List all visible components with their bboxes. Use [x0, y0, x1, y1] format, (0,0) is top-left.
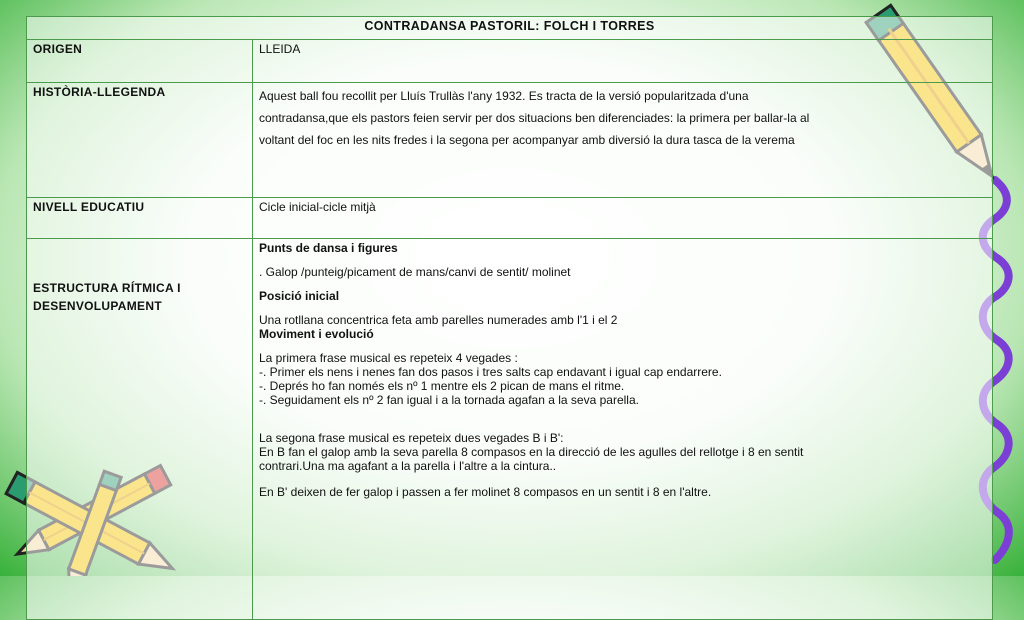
figures-text: . Galop /punteig/picament de mans/canvi de sentit/ molinet [259, 265, 571, 279]
section-heading: Posició inicial [259, 289, 340, 303]
estructura-label [27, 239, 253, 620]
frase2-line: En B fan el galop amb la seva parella 8 compasos en la direcció de les agulles del rellotge i 8 en sentit [259, 445, 804, 459]
nivell-value: Cicle inicial-cicle mitjà [253, 198, 993, 239]
final-text: En B' deixen de fer galop i passen a fer molinet 8 compasos en un sentit i 8 en l'altre. [259, 485, 712, 499]
table-row [27, 198, 993, 239]
document-title: CONTRADANSA PASTORIL: FOLCH I TORRES [27, 17, 993, 40]
estructura-label-line: ESTRUCTURA RÍTMICA I [33, 281, 181, 295]
table-row [27, 40, 993, 83]
frase2-intro: La segona frase musical es repeteix dues vegades B i B': [259, 431, 564, 445]
table-row [27, 239, 993, 620]
dance-info-table [26, 16, 993, 620]
frase2-line: contrari.Una ma agafant a la parella i l'altre a la cintura.. [259, 459, 557, 473]
section-heading: Punts de dansa i figures [259, 241, 398, 255]
historia-line: voltant del foc en les nits fredes i la segona per acompanyar amb diversió la dura tasca de la verema [259, 133, 795, 147]
estructura-value [253, 239, 993, 620]
section-heading: Moviment i evolució [259, 327, 374, 341]
list-item: -. Primer els nens i nenes fan dos pasos i tres salts cap endavant i igual cap endarrere. [259, 365, 722, 379]
historia-line: contradansa,que els pastors feien servir per dos situacions ben diferenciades: la primera per ballar-la al [259, 111, 810, 125]
list-item: -. Deprés ho fan només els nº 1 mentre els 2 pican de mans el ritme. [259, 379, 625, 393]
nivell-label: NIVELL EDUCATIU [27, 198, 253, 239]
historia-value [253, 83, 993, 198]
historia-line: Aquest ball fou recollit per Lluís Trullàs l'any 1932. Es tracta de la versió popularitzada d'una [259, 89, 749, 103]
origen-label: ORIGEN [27, 40, 253, 83]
posicio-text: Una rotllana concentrica feta amb parelles numerades amb l'1 i el 2 [259, 313, 618, 327]
frase1-intro: La primera frase musical es repeteix 4 vegades : [259, 351, 518, 365]
historia-label: HISTÒRIA-LLEGENDA [27, 83, 253, 198]
list-item: -. Seguidament els nº 2 fan igual i a la tornada agafan a la seva parella. [259, 393, 639, 407]
estructura-label-line: DESENVOLUPAMENT [33, 299, 162, 313]
origen-value: LLEIDA [253, 40, 993, 83]
table-row [27, 83, 993, 198]
